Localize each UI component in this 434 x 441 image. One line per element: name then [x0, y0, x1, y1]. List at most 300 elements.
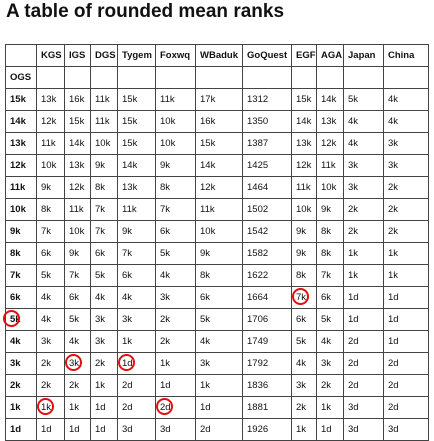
table-cell	[317, 397, 344, 419]
table-cell	[384, 199, 429, 221]
rank-text: 12k	[10, 160, 26, 171]
cell-value: 1d	[348, 292, 359, 303]
column-header: GoQuest	[243, 45, 292, 67]
column-header: AGA	[317, 45, 344, 67]
rank-label	[6, 221, 37, 243]
table-row	[6, 243, 429, 265]
table-cell	[344, 375, 384, 397]
cell-value: 2d	[200, 424, 211, 435]
cell-value: 6k	[122, 270, 133, 281]
table-cell	[91, 133, 118, 155]
cell-value: 4k	[388, 116, 399, 127]
cell-value: 9k	[296, 226, 307, 237]
cell-value: 2d	[122, 380, 133, 391]
table-cell	[156, 353, 196, 375]
cell-value: 1502	[247, 204, 269, 215]
table-cell	[196, 199, 243, 221]
page-title: A table of rounded mean ranks	[6, 1, 285, 22]
cell-value: 2k	[321, 380, 332, 391]
cell-value: 1312	[247, 94, 269, 105]
table-cell	[65, 309, 91, 331]
cell-value: 7k	[95, 226, 106, 237]
table-cell	[91, 287, 118, 309]
cell-value: 1d	[160, 380, 171, 391]
table-cell	[37, 199, 65, 221]
cell-value: 4k	[122, 292, 133, 303]
empty-cell	[37, 67, 65, 89]
cell-value: 1k	[348, 248, 359, 259]
column-header: China	[384, 45, 429, 67]
table-cell	[243, 331, 292, 353]
table-cell	[292, 309, 317, 331]
cell-value: 7k	[296, 292, 307, 303]
table-cell	[65, 397, 91, 419]
table-cell	[292, 199, 317, 221]
column-header: Foxwq	[156, 45, 196, 67]
rank-label	[6, 331, 37, 353]
cell-value: 1k	[41, 402, 52, 413]
table-cell	[243, 309, 292, 331]
cell-value: 11k	[69, 204, 84, 215]
table-cell	[118, 287, 156, 309]
table-row	[6, 133, 429, 155]
cell-value: 3k	[348, 182, 359, 193]
table-row	[6, 199, 429, 221]
table-cell	[65, 177, 91, 199]
cell-value: 2k	[41, 380, 52, 391]
cell-value: 1k	[348, 270, 359, 281]
table-cell	[317, 221, 344, 243]
table-cell	[384, 155, 429, 177]
table-cell	[384, 221, 429, 243]
table-cell	[196, 177, 243, 199]
empty-cell	[243, 67, 292, 89]
table-cell	[91, 177, 118, 199]
table-cell	[317, 133, 344, 155]
table-cell	[37, 265, 65, 287]
table-cell	[292, 375, 317, 397]
table-cell	[37, 375, 65, 397]
cell-value: 11k	[160, 94, 175, 105]
cell-value: 2k	[69, 380, 80, 391]
cell-value: 4k	[200, 336, 211, 347]
table-cell	[118, 419, 156, 441]
cell-value: 1k	[388, 248, 399, 259]
table-cell	[344, 309, 384, 331]
table-cell	[65, 265, 91, 287]
cell-value: 12k	[41, 116, 57, 127]
cell-value: 10k	[160, 138, 176, 149]
table-cell	[292, 111, 317, 133]
table-row	[6, 287, 429, 309]
cell-value: 2k	[388, 182, 399, 193]
table-cell	[344, 243, 384, 265]
table-cell	[65, 287, 91, 309]
table-cell	[292, 177, 317, 199]
cell-value: 11k	[296, 182, 311, 193]
cell-value: 2d	[122, 402, 133, 413]
cell-value: 15k	[200, 138, 216, 149]
cell-value: 6k	[160, 226, 171, 237]
rank-text: 7k	[10, 270, 21, 281]
table-cell	[384, 111, 429, 133]
cell-value: 7k	[321, 270, 332, 281]
table-cell	[196, 133, 243, 155]
table-cell	[344, 221, 384, 243]
cell-value: 10k	[296, 204, 312, 215]
cell-value: 12k	[321, 138, 337, 149]
table-body	[6, 89, 429, 441]
table-cell	[344, 199, 384, 221]
cell-value: 4k	[296, 358, 307, 369]
cell-value: 1k	[388, 270, 399, 281]
table-cell	[118, 309, 156, 331]
column-header: DGS	[91, 45, 118, 67]
cell-value: 15k	[122, 94, 138, 105]
cell-value: 1d	[321, 424, 332, 435]
table-cell	[196, 309, 243, 331]
cell-value: 2d	[160, 402, 171, 413]
table-cell	[156, 221, 196, 243]
cell-value: 11k	[41, 138, 56, 149]
table-row	[6, 419, 429, 441]
table-cell	[384, 397, 429, 419]
table-cell	[91, 353, 118, 375]
table-cell	[65, 243, 91, 265]
rank-text: 11k	[10, 182, 26, 193]
cell-value: 4k	[69, 336, 80, 347]
cell-value: 4k	[348, 116, 359, 127]
table-cell	[317, 419, 344, 441]
table-cell	[118, 375, 156, 397]
table-cell	[156, 89, 196, 111]
cell-value: 3k	[95, 336, 106, 347]
table-cell	[292, 419, 317, 441]
rank-label	[6, 89, 37, 111]
table-cell	[65, 155, 91, 177]
table-cell	[65, 133, 91, 155]
cell-value: 1d	[348, 314, 359, 325]
cell-value: 3d	[348, 424, 359, 435]
table-cell	[65, 199, 91, 221]
rank-text: 14k	[10, 116, 26, 127]
table-cell	[384, 133, 429, 155]
cell-value: 3k	[122, 314, 133, 325]
table-cell	[37, 419, 65, 441]
rank-text: 10k	[10, 204, 26, 215]
cell-value: 3k	[160, 292, 171, 303]
cell-value: 6k	[200, 292, 211, 303]
rank-text: 3k	[10, 358, 21, 369]
cell-value: 13k	[41, 94, 57, 105]
cell-value: 7k	[160, 204, 171, 215]
table-cell	[37, 221, 65, 243]
cell-value: 1d	[69, 424, 80, 435]
cell-value: 3k	[388, 138, 399, 149]
column-header: Tygem	[118, 45, 156, 67]
table-cell	[243, 397, 292, 419]
table-cell	[156, 265, 196, 287]
table-cell	[317, 309, 344, 331]
rank-text: 6k	[10, 292, 21, 303]
empty-cell	[384, 67, 429, 89]
table-cell	[243, 419, 292, 441]
table-cell	[65, 419, 91, 441]
table-cell	[65, 331, 91, 353]
table-cell	[196, 397, 243, 419]
table-cell	[344, 331, 384, 353]
table-cell	[384, 243, 429, 265]
cell-value: 1622	[247, 270, 269, 281]
cell-value: 5k	[200, 314, 211, 325]
table-cell	[292, 265, 317, 287]
table-cell	[156, 111, 196, 133]
cell-value: 1664	[247, 292, 269, 303]
cell-value: 14k	[69, 138, 85, 149]
cell-value: 8k	[160, 182, 171, 193]
rank-label	[6, 287, 37, 309]
rank-label	[6, 111, 37, 133]
table-cell	[118, 243, 156, 265]
cell-value: 11k	[321, 160, 336, 171]
cell-value: 5k	[321, 314, 332, 325]
table-cell	[317, 331, 344, 353]
table-cell	[65, 221, 91, 243]
cell-value: 6k	[69, 292, 80, 303]
rank-text: 1k	[10, 402, 21, 413]
ogs-label-row	[6, 67, 429, 89]
cell-value: 4k	[95, 292, 106, 303]
table-row	[6, 89, 429, 111]
table-cell	[91, 89, 118, 111]
table-cell	[243, 155, 292, 177]
table-cell	[317, 177, 344, 199]
cell-value: 12k	[69, 182, 85, 193]
table-row	[6, 375, 429, 397]
cell-value: 3k	[296, 380, 307, 391]
rank-label	[6, 265, 37, 287]
cell-value: 1d	[122, 358, 133, 369]
cell-value: 6k	[296, 314, 307, 325]
cell-value: 4k	[348, 138, 359, 149]
cell-value: 1d	[41, 424, 52, 435]
cell-value: 6k	[321, 292, 332, 303]
cell-value: 15k	[122, 116, 138, 127]
cell-value: 8k	[296, 270, 307, 281]
table-cell	[37, 287, 65, 309]
table-cell	[317, 243, 344, 265]
cell-value: 5k	[41, 270, 52, 281]
table-cell	[243, 89, 292, 111]
cell-value: 2k	[160, 336, 171, 347]
cell-value: 9k	[41, 182, 52, 193]
cell-value: 13k	[122, 182, 138, 193]
empty-cell	[317, 67, 344, 89]
table-cell	[344, 133, 384, 155]
table-cell	[118, 221, 156, 243]
cell-value: 16k	[200, 116, 216, 127]
corner-cell	[6, 45, 37, 67]
cell-value: 1k	[122, 336, 133, 347]
cell-value: 5k	[296, 336, 307, 347]
cell-value: 6k	[95, 248, 106, 259]
table-cell	[292, 89, 317, 111]
table-cell	[384, 331, 429, 353]
cell-value: 5k	[69, 314, 80, 325]
cell-value: 14k	[296, 116, 312, 127]
table-cell	[37, 243, 65, 265]
cell-value: 2d	[388, 402, 399, 413]
table-cell	[156, 331, 196, 353]
table-cell	[156, 309, 196, 331]
table-cell	[317, 375, 344, 397]
cell-value: 7k	[41, 226, 52, 237]
table-cell	[91, 419, 118, 441]
table-row	[6, 397, 429, 419]
table-cell	[118, 155, 156, 177]
cell-value: 2k	[388, 204, 399, 215]
table-cell	[292, 397, 317, 419]
rank-text: 9k	[10, 226, 21, 237]
rank-label	[6, 243, 37, 265]
rank-label	[6, 199, 37, 221]
cell-value: 10k	[321, 182, 337, 193]
cell-value: 1350	[247, 116, 269, 127]
table-cell	[65, 89, 91, 111]
cell-value: 2k	[41, 358, 52, 369]
table-cell	[196, 287, 243, 309]
cell-value: 9k	[122, 226, 133, 237]
cell-value: 4k	[160, 270, 171, 281]
cell-value: 11k	[200, 204, 215, 215]
rank-text: 8k	[10, 248, 21, 259]
cell-value: 3k	[69, 358, 80, 369]
table-cell	[384, 419, 429, 441]
table-cell	[118, 353, 156, 375]
cell-value: 1836	[247, 380, 269, 391]
ogs-label: OGS	[6, 67, 37, 89]
cell-value: 2d	[348, 336, 359, 347]
cell-value: 11k	[95, 94, 110, 105]
cell-value: 13k	[69, 160, 85, 171]
cell-value: 6k	[41, 248, 52, 259]
cell-value: 12k	[296, 160, 312, 171]
cell-value: 2k	[296, 402, 307, 413]
table-cell	[156, 375, 196, 397]
table-cell	[91, 221, 118, 243]
rank-text: 5k	[10, 314, 21, 325]
table-cell	[292, 353, 317, 375]
table-cell	[37, 331, 65, 353]
cell-value: 9k	[321, 204, 332, 215]
table-cell	[384, 287, 429, 309]
cell-value: 3k	[200, 358, 211, 369]
table-cell	[196, 89, 243, 111]
table-cell	[196, 111, 243, 133]
table-cell	[344, 287, 384, 309]
table-cell	[156, 199, 196, 221]
cell-value: 14k	[122, 160, 138, 171]
table-cell	[91, 243, 118, 265]
table-cell	[292, 221, 317, 243]
cell-value: 2d	[348, 358, 359, 369]
table-cell	[118, 199, 156, 221]
table-row	[6, 177, 429, 199]
table-cell	[196, 419, 243, 441]
table-cell	[118, 331, 156, 353]
cell-value: 16k	[69, 94, 85, 105]
table-row	[6, 155, 429, 177]
table-cell	[91, 309, 118, 331]
cell-value: 5k	[160, 248, 171, 259]
cell-value: 1d	[200, 402, 211, 413]
cell-value: 17k	[200, 94, 216, 105]
table-cell	[196, 155, 243, 177]
cell-value: 1k	[95, 380, 106, 391]
table-cell	[65, 111, 91, 133]
cell-value: 9k	[200, 248, 211, 259]
table-cell	[196, 265, 243, 287]
cell-value: 1k	[296, 424, 307, 435]
table-cell	[156, 243, 196, 265]
cell-value: 8k	[321, 226, 332, 237]
table-cell	[317, 353, 344, 375]
table-cell	[91, 111, 118, 133]
cell-value: 13k	[296, 138, 312, 149]
cell-value: 1d	[95, 424, 106, 435]
table-cell	[91, 155, 118, 177]
table-cell	[65, 375, 91, 397]
table-cell	[344, 155, 384, 177]
table-cell	[344, 111, 384, 133]
cell-value: 2k	[388, 226, 399, 237]
rank-label	[6, 375, 37, 397]
cell-value: 10k	[95, 138, 111, 149]
cell-value: 2k	[348, 226, 359, 237]
cell-value: 1d	[95, 402, 106, 413]
table-cell	[37, 177, 65, 199]
rank-label	[6, 177, 37, 199]
table-cell	[317, 111, 344, 133]
table-cell	[344, 89, 384, 111]
cell-value: 3k	[95, 314, 106, 325]
rank-text: 13k	[10, 138, 26, 149]
cell-value: 2d	[388, 358, 399, 369]
cell-value: 2d	[388, 380, 399, 391]
cell-value: 8k	[200, 270, 211, 281]
table-cell	[384, 375, 429, 397]
cell-value: 1k	[69, 402, 80, 413]
cell-value: 1d	[388, 314, 399, 325]
table-cell	[156, 177, 196, 199]
table-cell	[156, 155, 196, 177]
cell-value: 5k	[348, 94, 359, 105]
cell-value: 14k	[200, 160, 216, 171]
cell-value: 9k	[296, 248, 307, 259]
cell-value: 2k	[348, 204, 359, 215]
cell-value: 3d	[122, 424, 133, 435]
cell-value: 8k	[95, 182, 106, 193]
table-row	[6, 353, 429, 375]
cell-value: 1k	[200, 380, 211, 391]
rank-text: 15k	[10, 94, 26, 105]
table-cell	[91, 375, 118, 397]
cell-value: 11k	[95, 116, 110, 127]
table-cell	[196, 221, 243, 243]
rank-label	[6, 309, 37, 331]
cell-value: 2k	[95, 358, 106, 369]
cell-value: 15k	[69, 116, 85, 127]
